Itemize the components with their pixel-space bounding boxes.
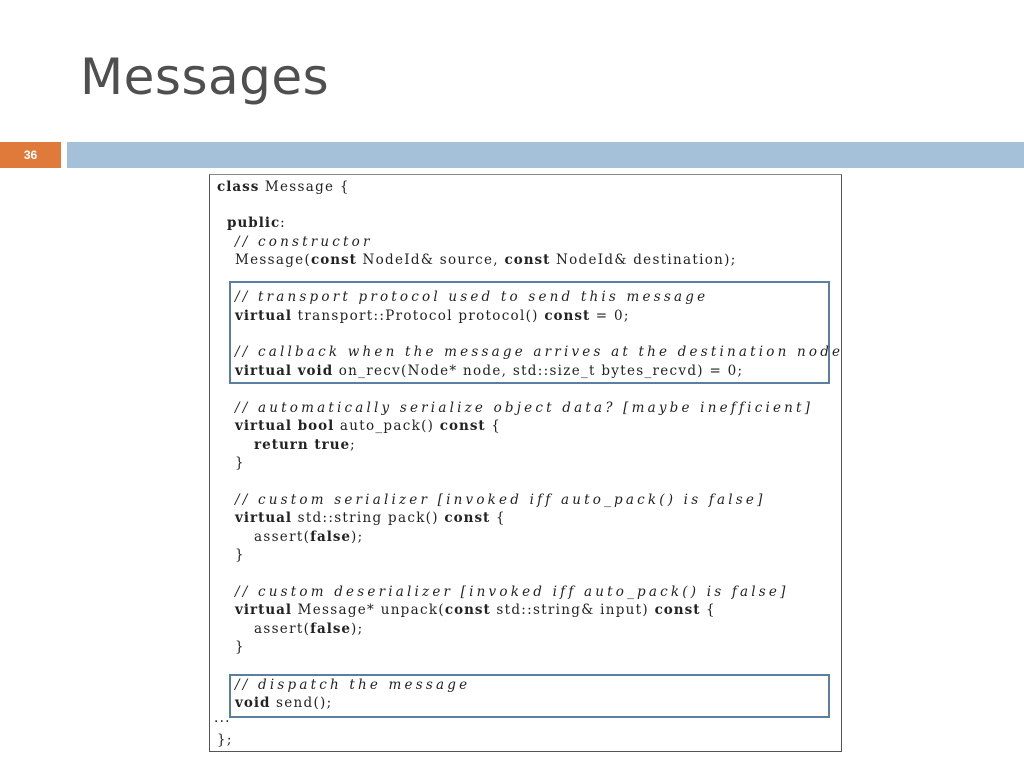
code-line <box>254 623 363 637</box>
code-line <box>214 712 231 726</box>
code-text: ); <box>351 621 364 637</box>
code-keyword: const <box>311 252 357 268</box>
code-line <box>217 181 350 195</box>
code-text: { <box>700 602 716 618</box>
code-text: auto_pack() <box>334 418 440 434</box>
code-keyword: virtual <box>235 602 293 618</box>
code-line <box>235 291 708 305</box>
code-line <box>235 586 789 600</box>
code-line <box>254 439 356 453</box>
code-line <box>235 494 766 508</box>
code-line <box>235 310 630 324</box>
code-keyword: virtual <box>235 510 293 526</box>
slide-number: 36 <box>0 142 61 168</box>
code-keyword: const <box>444 602 491 618</box>
code-line <box>235 604 716 618</box>
code-text: } <box>235 547 245 563</box>
code-keyword: virtual bool <box>235 418 335 434</box>
title-accent-bar <box>67 142 1024 168</box>
code-text: std::string& input) <box>490 602 655 618</box>
code-text: std::string pack() <box>292 510 445 526</box>
code-text: } <box>235 639 245 655</box>
code-text: assert( <box>254 621 311 637</box>
code-text: transport::Protocol protocol() <box>292 308 545 324</box>
code-line <box>235 697 332 711</box>
code-keyword: const <box>439 418 486 434</box>
code-text: = 0; <box>590 308 630 324</box>
code-keyword: return true <box>254 437 351 453</box>
code-keyword: false <box>310 621 352 637</box>
code-listing <box>209 174 842 752</box>
code-text: }; <box>217 732 233 748</box>
code-text: { <box>490 510 506 526</box>
code-keyword: class <box>217 179 260 195</box>
code-line <box>217 734 233 748</box>
code-text: ... <box>214 710 231 726</box>
code-line <box>235 346 843 360</box>
code-line <box>235 641 245 655</box>
code-text: assert( <box>254 529 311 545</box>
code-comment: // constructor <box>235 234 373 250</box>
code-keyword: const <box>504 252 551 268</box>
code-line <box>235 457 245 471</box>
code-keyword: false <box>310 529 352 545</box>
code-text: Message( <box>235 252 312 268</box>
code-text: : <box>280 215 287 231</box>
code-text: on_recv(Node* node, std::size_t bytes_recvd) = 0; <box>333 363 744 379</box>
code-comment: // automatically serialize object data? [maybe inefficient] <box>235 400 814 416</box>
code-keyword: void <box>235 695 271 711</box>
code-line <box>235 236 373 250</box>
code-line <box>254 531 363 545</box>
code-comment: // transport protocol used to send this message <box>235 289 709 305</box>
code-text: ; <box>350 437 356 453</box>
code-text: } <box>235 455 245 471</box>
code-line <box>235 254 737 268</box>
code-text: NodeId& destination); <box>550 252 737 268</box>
code-comment: // dispatch the message <box>235 677 471 693</box>
slide-title: Messages <box>80 48 330 106</box>
code-keyword: const <box>654 602 701 618</box>
code-line <box>235 679 470 693</box>
code-keyword: const <box>444 510 491 526</box>
code-line <box>235 512 506 526</box>
code-line <box>235 420 501 434</box>
code-text: { <box>485 418 502 434</box>
code-keyword: virtual <box>235 308 293 324</box>
code-text: Message { <box>259 179 350 195</box>
code-keyword: virtual void <box>235 363 334 379</box>
code-line <box>235 402 813 416</box>
code-keyword: const <box>544 308 591 324</box>
code-line <box>235 549 245 563</box>
code-comment: // callback when the message arrives at the destination node <box>235 344 844 360</box>
code-comment: // custom deserializer [invoked iff auto_pack() is false] <box>235 584 789 600</box>
code-line <box>235 365 743 379</box>
code-text: NodeId& source, <box>356 252 505 268</box>
code-comment: // custom serializer [invoked iff auto_pack() is false] <box>235 492 766 508</box>
code-text: send(); <box>270 695 333 711</box>
code-keyword: public <box>227 215 281 231</box>
code-line <box>227 217 286 231</box>
code-text: Message* unpack( <box>292 602 445 618</box>
code-text: ); <box>351 529 364 545</box>
